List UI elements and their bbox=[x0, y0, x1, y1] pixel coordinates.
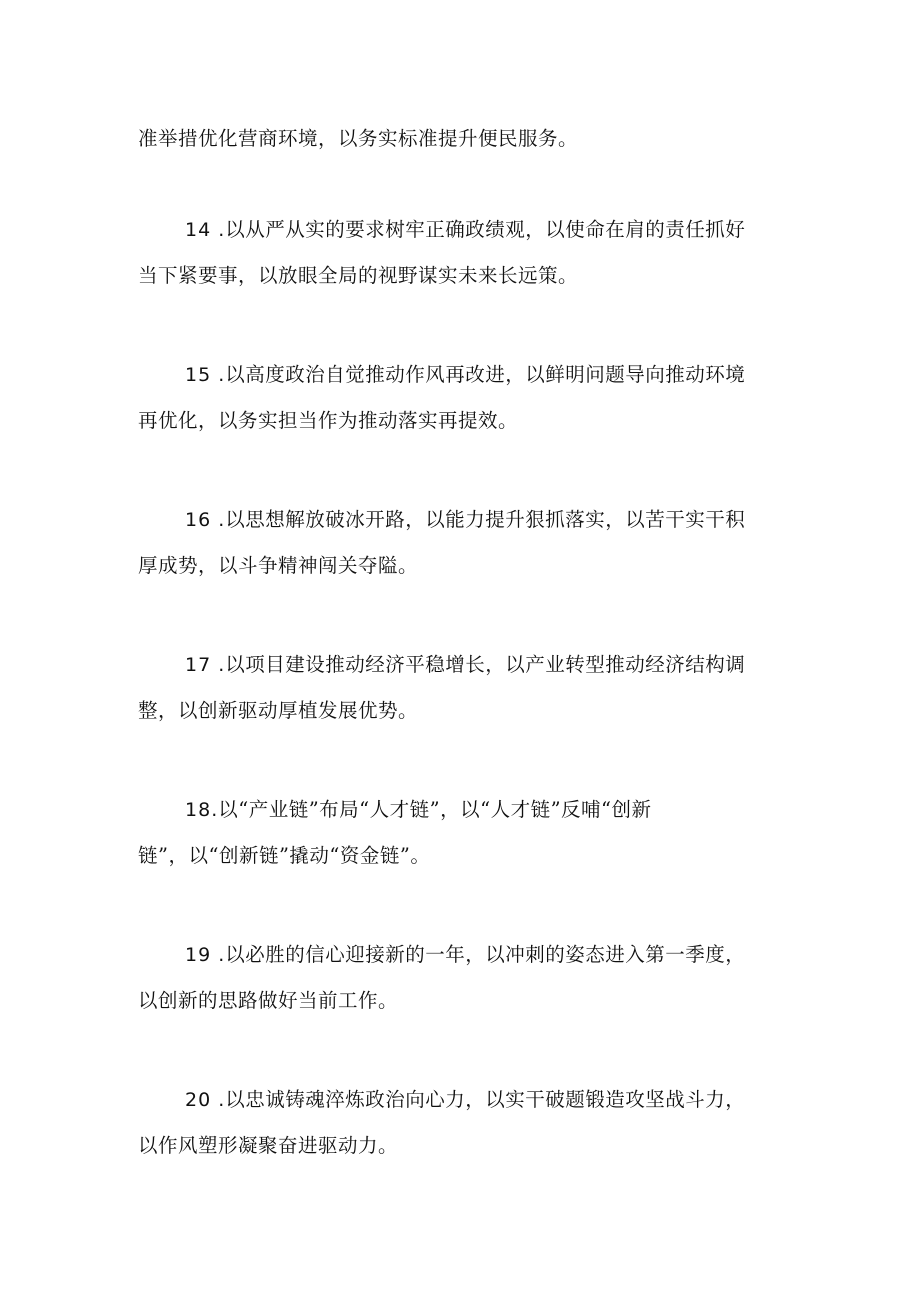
paragraph-first-line bbox=[138, 642, 793, 688]
paragraph-first-line bbox=[138, 497, 793, 543]
item-number: 18 bbox=[185, 799, 212, 821]
paragraph-16 bbox=[138, 497, 793, 589]
paragraph-13-continuation bbox=[138, 116, 793, 162]
item-number: 19 bbox=[185, 944, 212, 966]
paragraph-15 bbox=[138, 352, 793, 444]
paragraph-line: 以作风塑形凝聚奋进驱动力。 bbox=[138, 1134, 399, 1157]
paragraph-line: 再优化，以务实担当作为推动落实再提效。 bbox=[138, 409, 519, 432]
paragraph-text: 以项目建设推动经济平稳增长，以产业转型推动经济结构调 bbox=[225, 653, 746, 676]
paragraph-first-line bbox=[138, 352, 793, 398]
paragraph-18 bbox=[138, 787, 793, 879]
paragraph-text: 以忠诚铸魂淬炼政治向心力，以实干破题锻造攻坚战斗力， bbox=[225, 1088, 746, 1111]
paragraph-14 bbox=[138, 207, 793, 299]
paragraph-line: 厚成势，以斗争精神闯关夺隘。 bbox=[138, 554, 419, 577]
paragraph-line: 当下紧要事，以放眼全局的视野谋实未来长远策。 bbox=[138, 264, 579, 287]
item-separator: . bbox=[211, 1089, 226, 1111]
item-separator: . bbox=[211, 799, 219, 821]
paragraph-first-line bbox=[138, 1077, 793, 1123]
paragraph-text: 以从严从实的要求树牢正确政绩观，以使命在肩的责任抓好 bbox=[225, 218, 746, 241]
paragraph-text: 以必胜的信心迎接新的一年，以冲刺的姿态进入第一季度， bbox=[225, 943, 746, 966]
paragraph-first-line bbox=[138, 207, 793, 253]
paragraph-text: 以“产业链”布局“人才链”，以“人才链”反哺“创新 bbox=[218, 798, 652, 821]
paragraph-line: 准举措优化营商环境，以务实标准提升便民服务。 bbox=[138, 127, 579, 150]
paragraph-19 bbox=[138, 932, 793, 1024]
item-separator: . bbox=[211, 364, 226, 386]
paragraph-line: 链”，以“创新链”撬动“资金链”。 bbox=[138, 844, 431, 867]
paragraph-line: 整，以创新驱动厚植发展优势。 bbox=[138, 699, 419, 722]
item-number: 15 bbox=[185, 364, 212, 386]
paragraph-first-line bbox=[138, 787, 793, 833]
item-separator: . bbox=[211, 509, 226, 531]
item-separator: . bbox=[211, 654, 226, 676]
item-separator: . bbox=[211, 944, 226, 966]
paragraph-text: 以高度政治自觉推动作风再改进，以鲜明问题导向推动环境 bbox=[225, 363, 746, 386]
item-number: 17 bbox=[185, 654, 212, 676]
item-number: 14 bbox=[185, 219, 212, 241]
paragraph-first-line bbox=[138, 932, 793, 978]
item-number: 16 bbox=[185, 509, 212, 531]
paragraph-text: 以思想解放破冰开路，以能力提升狠抓落实，以苦干实干积 bbox=[225, 508, 746, 531]
item-separator: . bbox=[211, 219, 226, 241]
paragraph-20 bbox=[138, 1077, 793, 1169]
paragraph-line: 以创新的思路做好当前工作。 bbox=[138, 989, 399, 1012]
paragraph-17 bbox=[138, 642, 793, 734]
item-number: 20 bbox=[185, 1089, 212, 1111]
